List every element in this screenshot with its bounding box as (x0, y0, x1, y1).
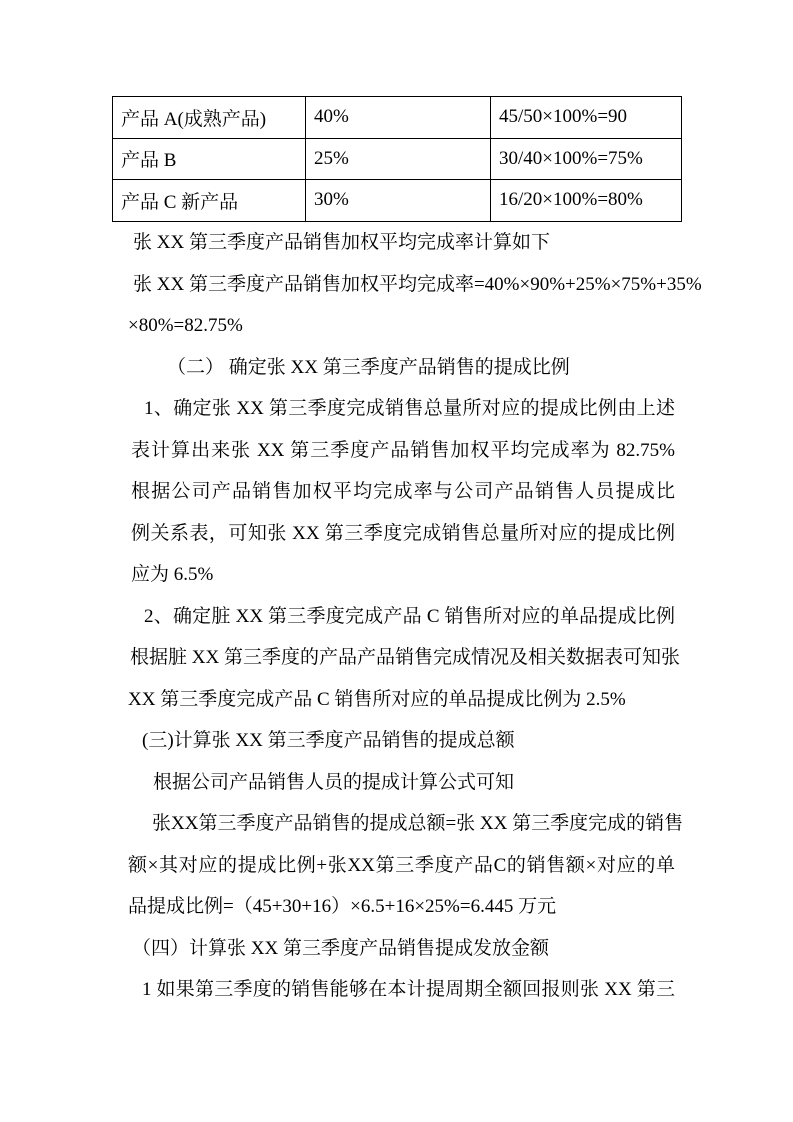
table-cell: 16/20×100%=80% (491, 180, 682, 222)
text-line: （二） 确定张 XX 第三季度产品销售的提成比例 (167, 356, 570, 378)
table-cell: 25% (306, 138, 491, 180)
text-line: 张XX第三季度产品销售的提成总额=张 XX 第三季度完成的销售 (152, 813, 684, 834)
text-line: 根据公司产品销售人员的提成计算公式可知 (153, 771, 515, 793)
table-row (113, 138, 682, 180)
text-line: 根据脏 XX 第三季度的产品产品销售完成情况及相关数据表可知张 (130, 647, 680, 668)
text-line: ×80%=82.75% (128, 315, 243, 336)
text-line: 张 XX 第三季度产品销售加权平均完成率=40%×90%+25%×75%+35% (133, 273, 702, 295)
text-line: 1 如果第三季度的销售能够在本计提周期全额回报则张 XX 第三 (142, 979, 675, 1000)
table-cell: 40% (306, 97, 491, 139)
text-line: 1、确定张 XX 第三季度完成销售总量所对应的提成比例由上述 (144, 398, 675, 419)
table-cell: 45/50×100%=90 (491, 97, 682, 139)
text-line: 应为 6.5% (131, 564, 214, 585)
table-row (113, 180, 682, 222)
text-line: 额×其对应的提成比例+张XX第三季度产品C的销售额×对应的单 (128, 854, 675, 876)
commission-table-body (113, 97, 682, 222)
text-line: 张 XX 第三季度产品销售加权平均完成率计算如下 (133, 232, 550, 253)
commission-table (112, 96, 682, 222)
text-line: （四）计算张 XX 第三季度产品销售提成发放金额 (132, 937, 549, 959)
table-cell: 产品 B (113, 138, 306, 180)
text-line: (三)计算张 XX 第三季度产品销售的提成总额 (142, 730, 515, 751)
table-cell: 产品 C 新产品 (113, 180, 306, 222)
text-line: 2、确定脏 XX 第三季度完成产品 C 销售所对应的单品提成比例 (144, 605, 675, 627)
body-text (128, 222, 702, 1011)
text-line: 品提成比例=（45+30+16）×6.5+16×25%=6.445 万元 (128, 896, 557, 917)
text-line: 根据公司产品销售加权平均完成率与公司产品销售人员提成比 (131, 481, 675, 502)
text-line: XX 第三季度完成产品 C 销售所对应的单品提成比例为 2.5% (128, 688, 626, 710)
table-cell: 30% (306, 180, 491, 222)
table-cell: 30/40×100%=75% (491, 138, 682, 180)
table-cell: 产品 A(成熟产品) (113, 97, 306, 139)
table-row (113, 97, 682, 139)
text-line: 表计算出来张 XX 第三季度产品销售加权平均完成率为 82.75% (131, 439, 675, 461)
text-line: 例关系表，可知张 XX 第三季度完成销售总量所对应的提成比例 (131, 522, 675, 544)
